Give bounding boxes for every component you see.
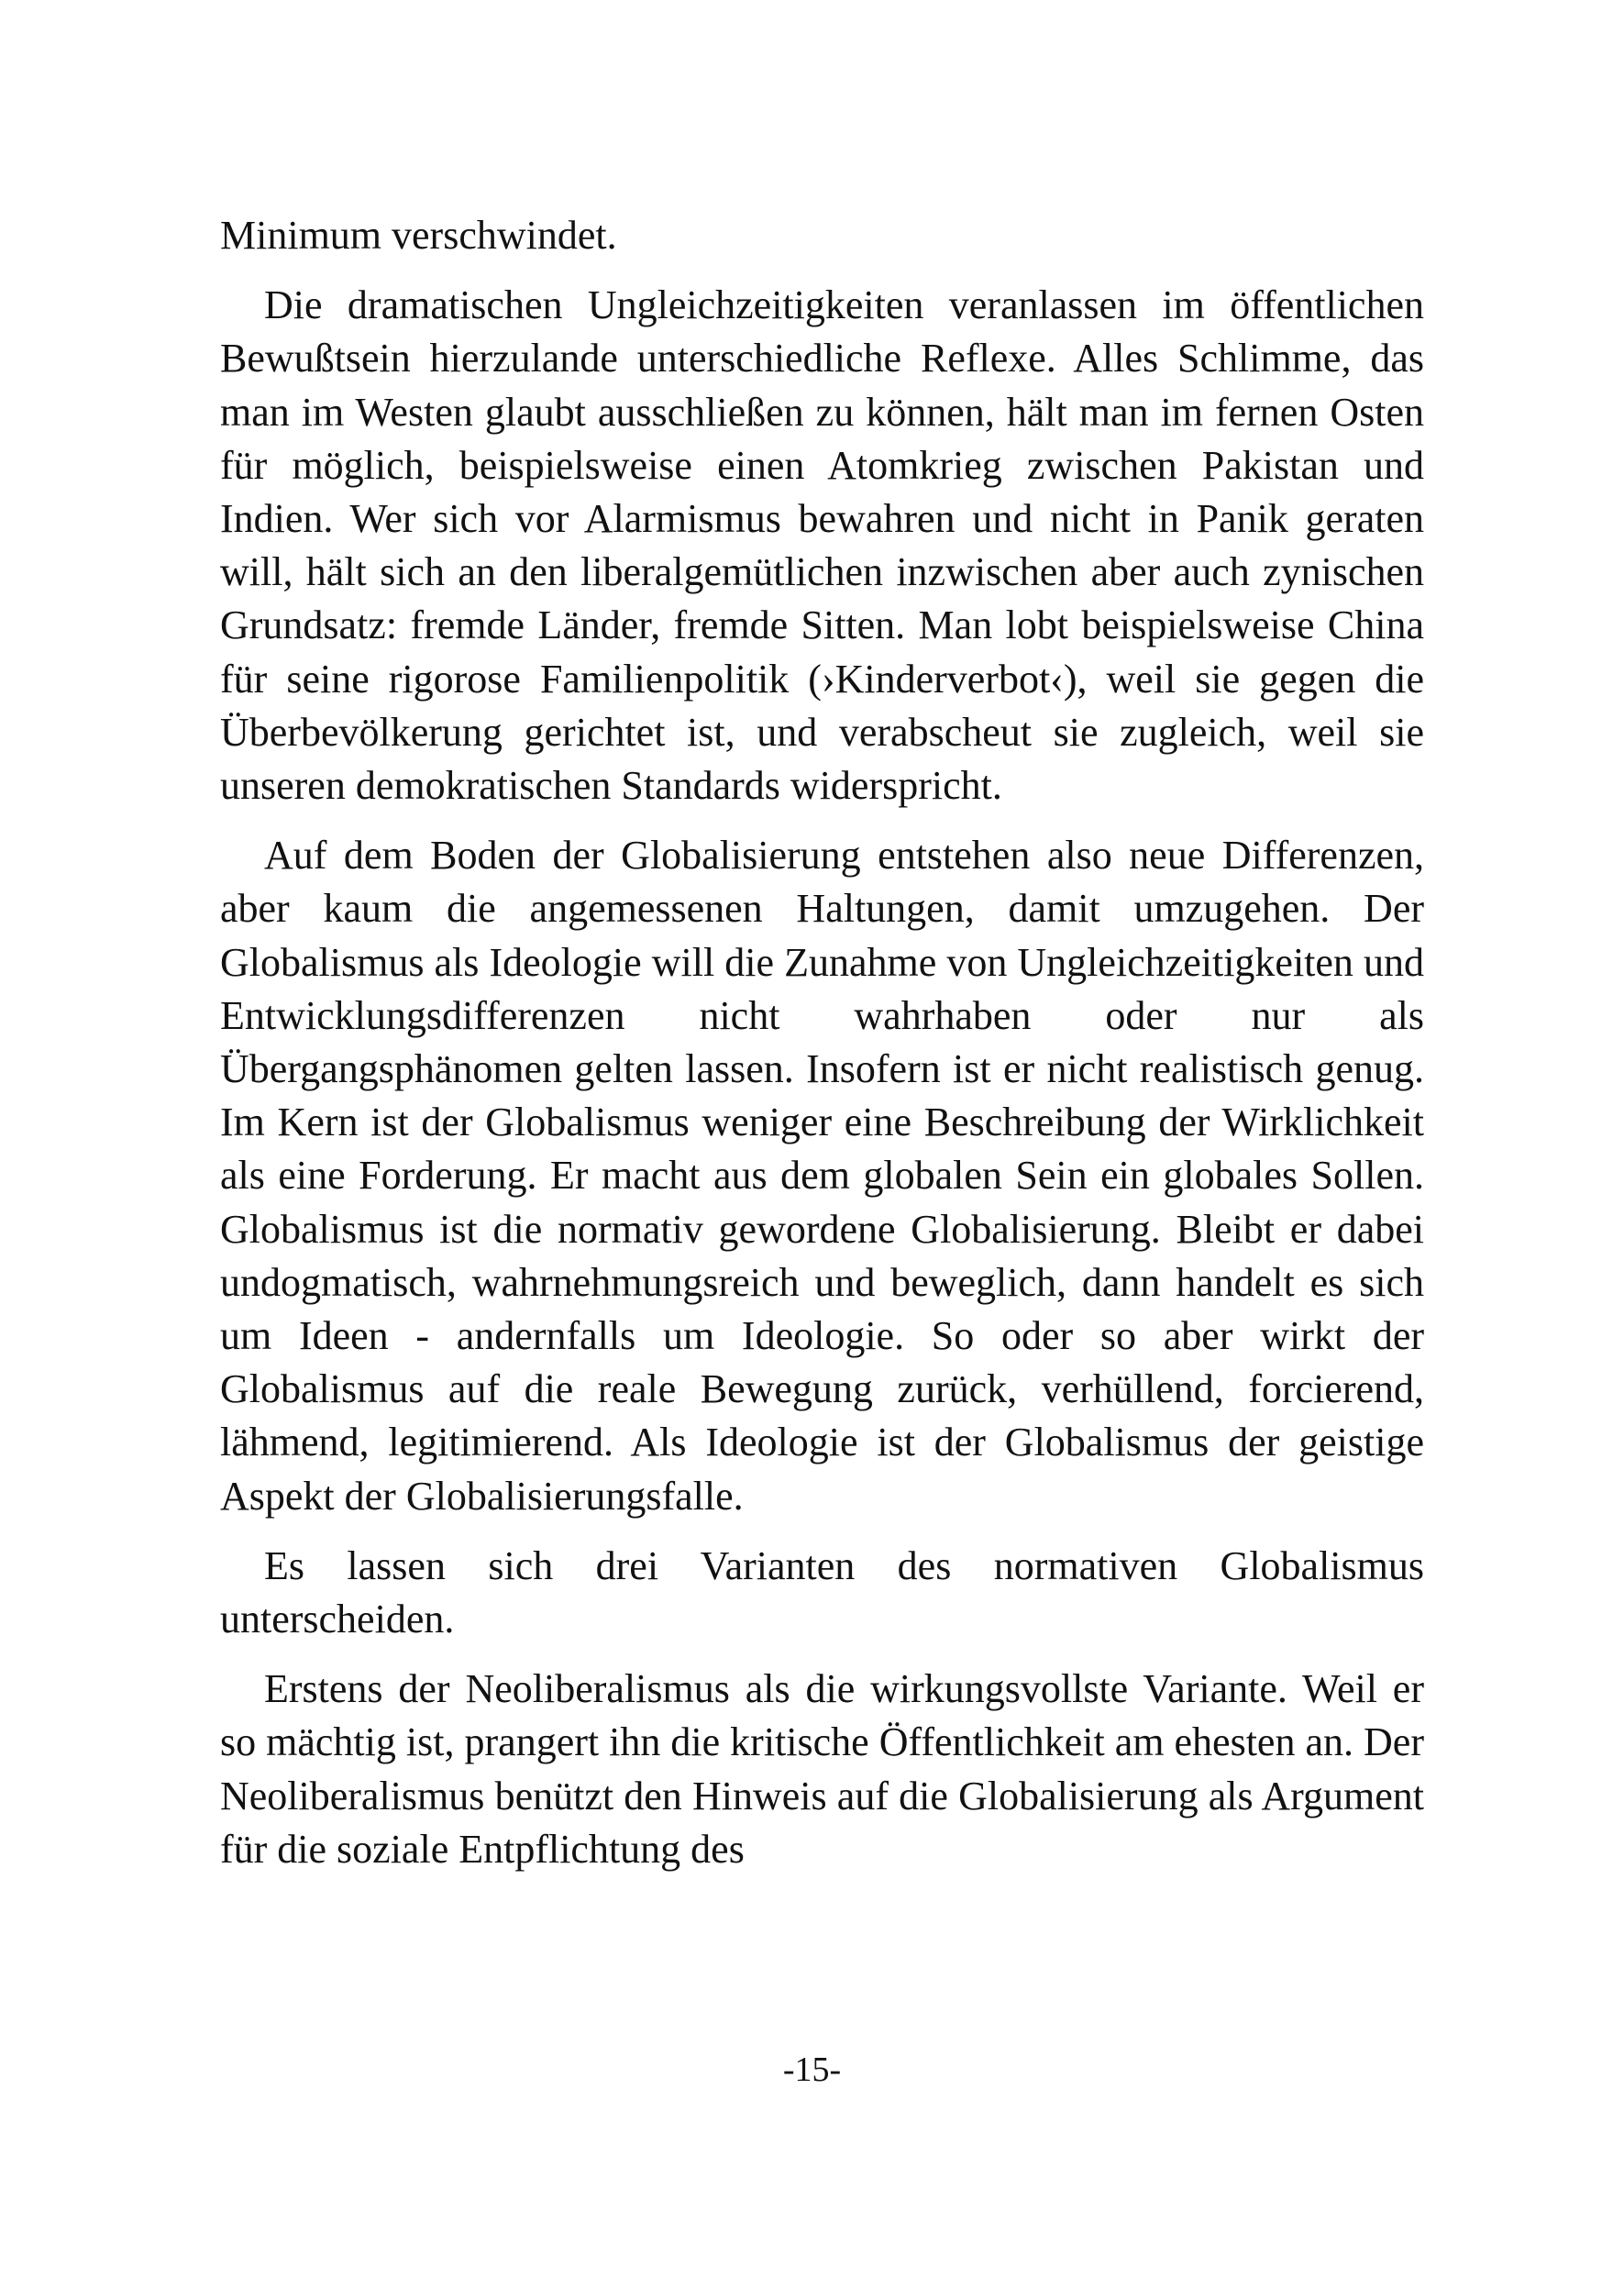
paragraph-drei-varianten: Es lassen sich drei Varianten des normativen Globalismus unterscheiden. <box>220 1542 1424 1642</box>
page-number: -15- <box>782 2050 842 2089</box>
paragraph-continuation: Minimum verschwindet. <box>220 213 617 258</box>
body-text <box>220 209 1424 1893</box>
paragraph-neoliberalismus: Erstens der Neoliberalismus als die wirkungsvollste Variante. Weil er so mächtig ist, prangert ihn die kritische Öffentlichkeit am ehesten an. Der Neoliberalismus benützt den Hinweis auf die Globalisierung als Argument für die soziale Entpflichtung des <box>220 1666 1424 1872</box>
paragraph-ungleichzeitigkeiten: Die dramatischen Ungleichzeitigkeiten veranlassen im öffentlichen Bewußtsein hierzulande unterschiedliche Reflexe. Alles Schlimme, das man im Westen glaubt ausschließen zu können, hält man im fernen Osten für möglich, beispielsweise einen Atomkrieg zwischen Pakistan und Indien. Wer sich vor Alarmismus bewahren und nicht in Panik geraten will, hält sich an den liberalgemütlichen inzwischen aber auch zynischen Grundsatz: fremde Länder, fremde Sitten. Man lobt beispielsweise China für seine rigorose Familienpolitik (›Kinderverbot‹), weil sie gegen die Überbevölkerung gerichtet ist, und verabscheut sie zugleich, weil sie unseren demokratischen Standards widerspricht. <box>220 282 1424 809</box>
paragraph-globalismus-ideologie: Auf dem Boden der Globalisierung entstehen also neue Differenzen, aber kaum die angemessenen Haltungen, damit umzugehen. Der Globalismus als Ideologie will die Zunahme von Ungleichzeitigkeiten und Entwicklungsdifferenzen nicht wahrhaben oder nur als Übergangsphänomen gelten lassen. Insofern ist er nicht realistisch genug. Im Kern ist der Globalismus weniger eine Beschreibung der Wirklichkeit als eine Forderung. Er macht aus dem globalen Sein ein globales Sollen. Globalismus ist die normativ gewordene Globalisierung. Bleibt er dabei undogmatisch, wahrnehmungsreich und beweglich, dann handelt es sich um Ideen - andernfalls um Ideologie. So oder so aber wirkt der Globalismus auf die reale Bewegung zurück, verhüllend, forcierend, lähmend, legitimierend. Als Ideologie ist der Globalismus der geistige Aspekt der Globalisierungsfalle. <box>220 833 1424 1519</box>
